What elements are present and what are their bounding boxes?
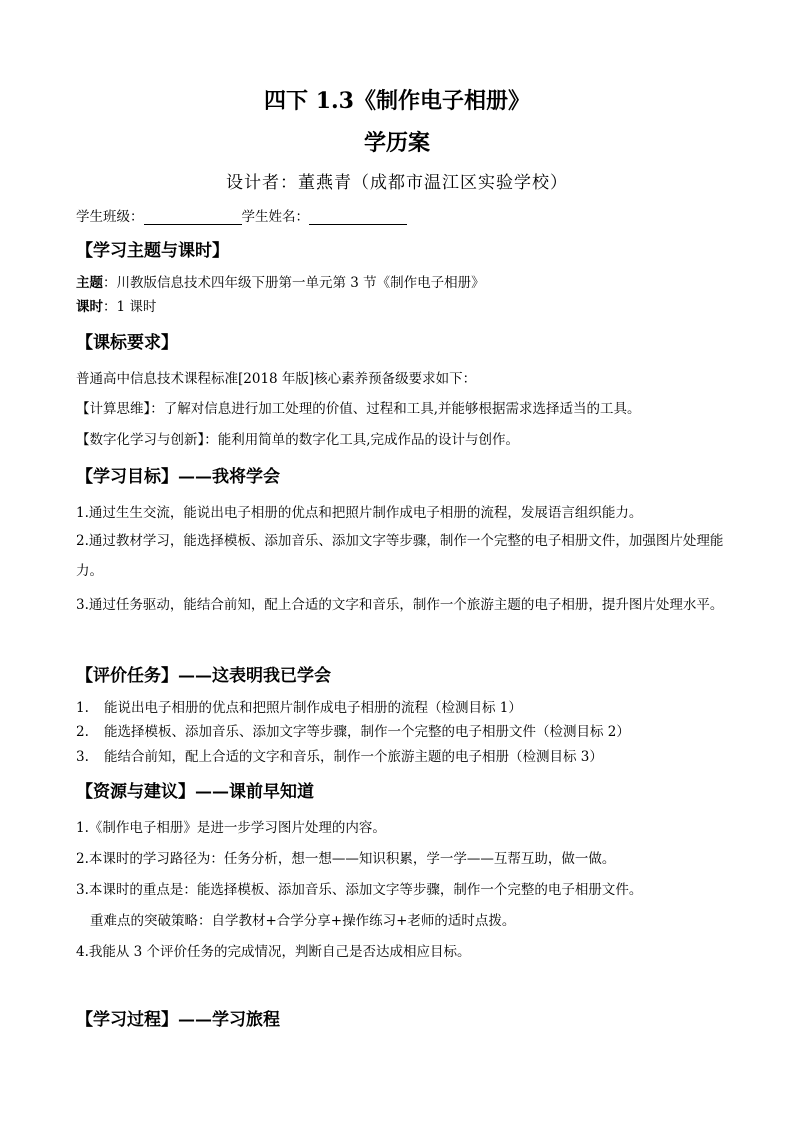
topic-value: ：川教版信息技术四年级下册第一单元第 3 节《制作电子相册》 — [103, 275, 485, 291]
section-heading-resources: 【资源与建议】——课前早知道 — [76, 782, 314, 802]
topic-line — [76, 271, 485, 291]
resource-4: 4.我能从 3 个评价任务的完成情况，判断自己是否达成相应目标。 — [76, 944, 471, 960]
goal-3: 3.通过任务驱动，能结合前知，配上合适的文字和音乐，制作一个旅游主题的电子相册，提升图片处理水平。 — [76, 597, 724, 613]
goal-2: 2.通过教材学习，能选择模板、添加音乐、添加文字等步骤，制作一个完整的电子相册文件，加强图片处理能力。 — [76, 533, 724, 579]
task-2-number: 2. — [76, 724, 89, 740]
name-label: 学生姓名： — [241, 209, 309, 225]
section-heading-topic: 【学习主题与课时】 — [76, 241, 229, 261]
student-info-line — [76, 205, 407, 225]
resource-2: 2.本课时的学习路径为：任务分析，想一想——知识积累，学一学——互帮互助，做一做。 — [76, 851, 616, 867]
resource-1: 1.《制作电子相册》是进一步学习图片处理的内容。 — [76, 820, 386, 836]
task-2 — [76, 720, 630, 740]
section-heading-standard: 【课标要求】 — [76, 333, 178, 353]
section-heading-goals: 【学习目标】——我将学会 — [76, 467, 280, 487]
document-subtitle: 学历案 — [363, 130, 430, 156]
hours-value: ：1 课时 — [103, 299, 157, 315]
class-label: 学生班级： — [76, 209, 144, 225]
section-heading-tasks: 【评价任务】——这表明我已学会 — [76, 666, 331, 686]
task-1 — [76, 696, 522, 716]
hours-label: 课时 — [76, 299, 103, 315]
task-3-number: 3. — [76, 749, 89, 765]
section-heading-process: 【学习过程】——学习旅程 — [76, 1010, 280, 1030]
class-blank[interactable] — [144, 210, 242, 225]
standard-item-1: 【计算思维】：了解对信息进行加工处理的价值、过程和工具,并能够根据需求选择适当的工具。 — [76, 401, 641, 417]
resource-3: 3.本课时的重点是：能选择模板、添加音乐、添加文字等步骤，制作一个完整的电子相册文件。 — [76, 882, 643, 898]
designer-line: 设计者：董燕青（成都市温江区实验学校） — [226, 173, 568, 193]
standard-item-2: 【数字化学习与创新】：能利用简单的数字化工具,完成作品的设计与创作。 — [76, 432, 520, 448]
document-title: 四下 1.3《制作电子相册》 — [264, 88, 530, 114]
task-1-text: 能说出电子相册的优点和把照片制作成电子相册的流程（检测目标 1） — [104, 700, 522, 716]
standard-intro: 普通高中信息技术课程标准[2018 年版]核心素养预备级要求如下： — [76, 371, 477, 387]
task-1-number: 1. — [76, 700, 89, 716]
resource-3-strategy: 重难点的突破策略：自学教材+合学分享+操作练习+老师的适时点拨。 — [90, 913, 516, 929]
task-3 — [76, 745, 603, 765]
task-2-text: 能选择模板、添加音乐、添加文字等步骤，制作一个完整的电子相册文件（检测目标 2） — [104, 724, 630, 740]
name-blank[interactable] — [309, 210, 407, 225]
topic-label: 主题 — [76, 275, 103, 291]
task-3-text: 能结合前知，配上合适的文字和音乐，制作一个旅游主题的电子相册（检测目标 3） — [104, 749, 603, 765]
goal-1: 1.通过生生交流，能说出电子相册的优点和把照片制作成电子相册的流程，发展语言组织能力。 — [76, 505, 643, 521]
hours-line — [76, 295, 156, 315]
